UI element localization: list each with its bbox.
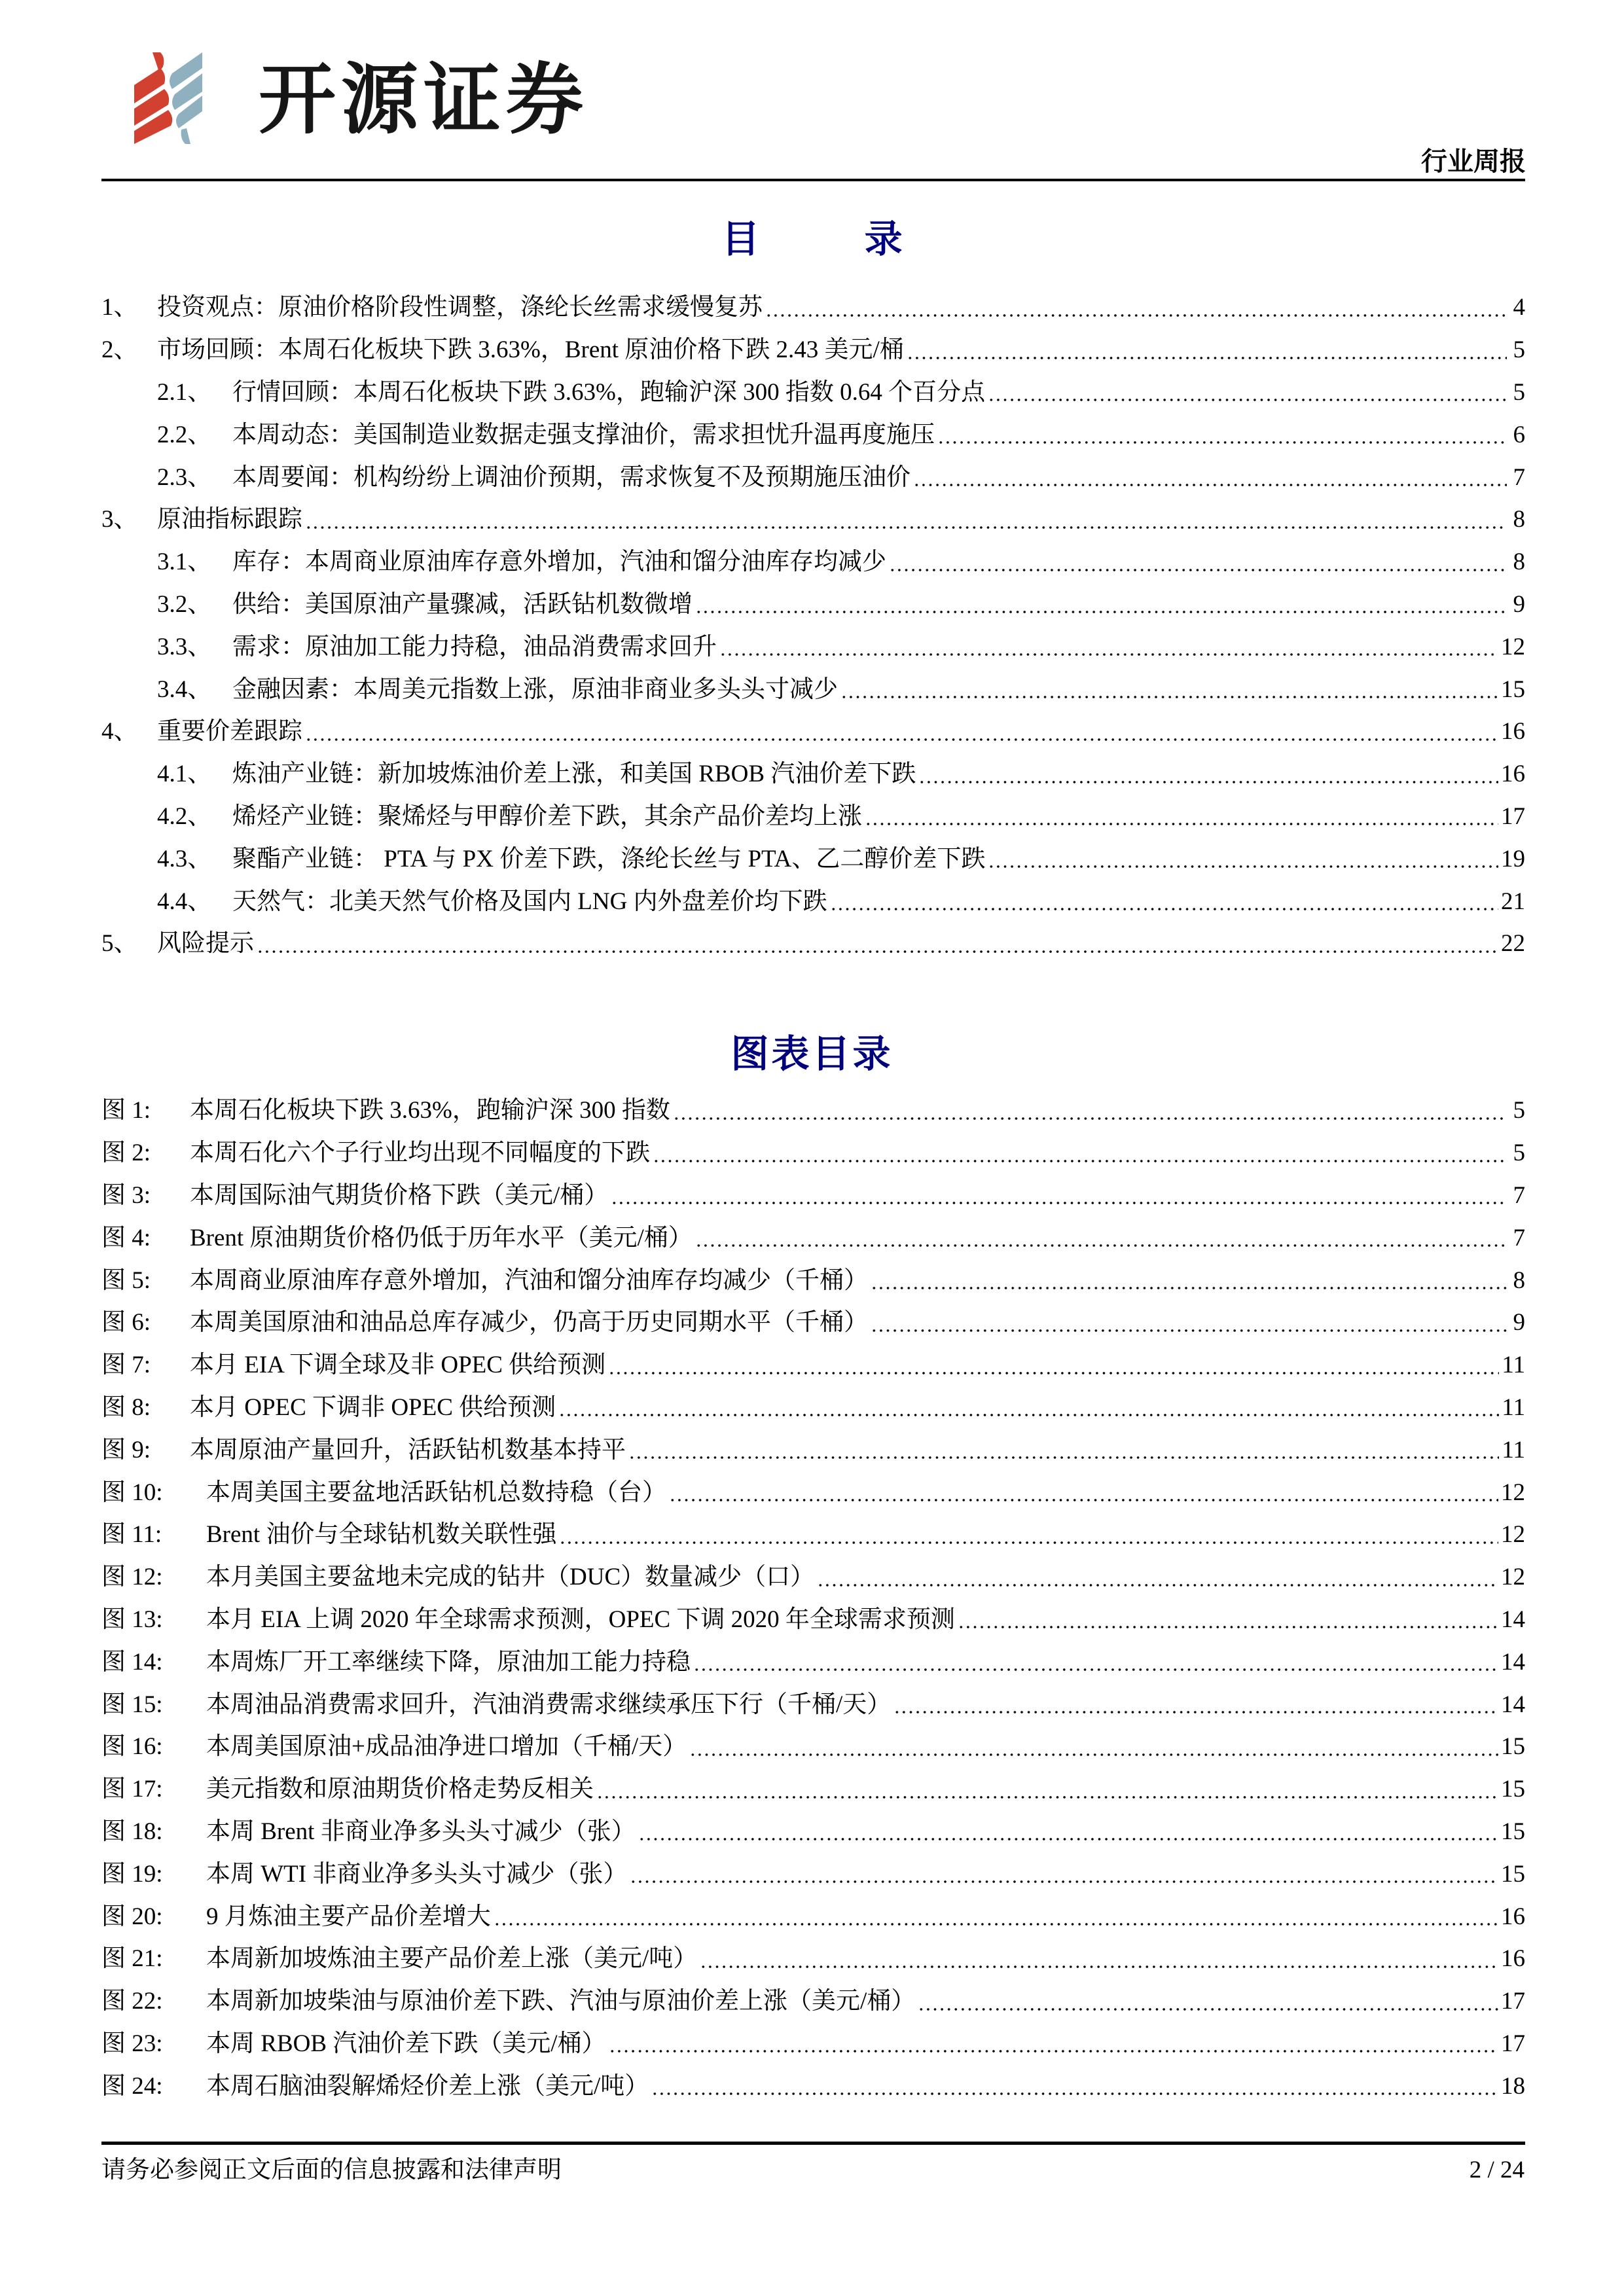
logo-red-stripe-top	[153, 52, 164, 72]
toc-entry-number: 4.1、	[157, 761, 212, 788]
toc-entry-title[interactable]: 天然气：北美天然气价格及国内 LNG 内外盘差价均下跌	[232, 888, 827, 915]
figure-entry-title[interactable]: Brent 油价与全球钻机数关联性强	[206, 1521, 557, 1549]
figure-entry-page-number[interactable]: 12	[1501, 1521, 1525, 1549]
figure-entry[interactable]	[101, 1302, 1525, 1344]
figure-entry-title[interactable]: 本周美国主要盆地活跃钻机总数持稳（台）	[206, 1479, 666, 1506]
figure-entry-page-number[interactable]: 9	[1513, 1309, 1525, 1336]
dot-leader	[494, 1907, 1498, 1927]
toc-entry-title[interactable]: 金融因素：本周美元指数上涨，原油非商业多头头寸减少	[232, 675, 838, 703]
figure-entry[interactable]	[101, 1259, 1525, 1302]
figure-entry[interactable]	[101, 1387, 1525, 1429]
toc-entry-title[interactable]: 投资观点：原油价格阶段性调整，涤纶长丝需求缓慢复苏	[157, 294, 763, 321]
toc-entry-title[interactable]: 本周动态：美国制造业数据走强支撑油价，需求担忧升温再度施压	[232, 421, 935, 448]
toc-entry-page-number[interactable]: 6	[1513, 421, 1525, 448]
figure-entry[interactable]	[101, 1471, 1525, 1514]
dot-leader	[628, 1441, 1499, 1460]
toc-entry[interactable]	[101, 838, 1525, 880]
figure-entry-number: 图 21:	[101, 1945, 163, 1973]
toc-entry-title[interactable]: 需求：原油加工能力持稳，油品消费需求回升	[232, 633, 717, 660]
dot-leader	[719, 637, 1498, 657]
figure-entry-title[interactable]: 本周美国原油+成品油净进口增加（千桶/天）	[206, 1733, 687, 1761]
figure-entry-page-number[interactable]: 11	[1502, 1352, 1525, 1379]
toc-entry-page-number[interactable]: 16	[1501, 718, 1525, 745]
toc-entry-number: 4.2、	[157, 802, 212, 830]
toc-entry-number: 1、	[101, 294, 138, 321]
figure-entry-page-number[interactable]: 11	[1502, 1436, 1525, 1463]
dot-leader	[305, 723, 1498, 742]
dot-leader	[693, 1653, 1498, 1672]
toc-entry[interactable]	[101, 711, 1525, 753]
figure-entry-title[interactable]: 本周商业原油库存意外增加，汽油和馏分油库存均减少（千桶）	[190, 1266, 868, 1294]
figure-entry[interactable]	[101, 1175, 1525, 1217]
figure-entry[interactable]	[101, 1895, 1525, 1938]
figure-entry-page-number[interactable]: 5	[1513, 1097, 1525, 1124]
figure-list-title: 图表目录	[731, 1031, 893, 1076]
toc-entry-title[interactable]: 库存：本周商业原油库存意外增加，汽油和馏分油库存均减少	[232, 548, 886, 576]
figure-entry-title[interactable]: 美元指数和原油期货价格走势反相关	[206, 1776, 594, 1803]
figure-entry-number: 图 10:	[101, 1479, 163, 1506]
figure-entry-number: 图 7:	[101, 1352, 151, 1379]
dot-leader	[609, 2034, 1498, 2054]
figure-entry-number: 图 11:	[101, 1521, 162, 1549]
dot-leader	[913, 468, 1507, 488]
figure-entry-title[interactable]: 本周原油产量回升，活跃钻机数基本持平	[190, 1436, 626, 1463]
toc-entry-number: 4.4、	[157, 888, 212, 915]
toc-entry[interactable]	[101, 626, 1525, 668]
dot-leader	[630, 1865, 1498, 1884]
toc-entry-number: 3.2、	[157, 590, 212, 618]
figure-entry-number: 图 8:	[101, 1393, 151, 1421]
toc-entry-title[interactable]: 风险提示	[157, 930, 254, 958]
toc-entry[interactable]	[101, 668, 1525, 711]
toc-entry-page-number[interactable]: 19	[1501, 845, 1525, 872]
toc-entry-number: 4.3、	[157, 845, 212, 872]
dot-leader	[257, 935, 1498, 954]
dot-leader	[689, 1738, 1498, 1757]
figure-entry-page-number[interactable]: 16	[1501, 1903, 1525, 1930]
dot-leader	[907, 341, 1507, 361]
toc-entry-number: 2、	[101, 336, 138, 364]
footer-disclaimer: 请务必参阅正文后面的信息披露和法律声明	[101, 2157, 562, 2183]
figure-entry-title[interactable]: 本周美国原油和油品总库存减少，仍高于历史同期水平（千桶）	[190, 1309, 868, 1336]
toc-entry-page-number[interactable]: 17	[1501, 802, 1525, 830]
figure-entry-number: 图 5:	[101, 1266, 151, 1294]
dot-leader	[611, 1186, 1507, 1206]
figure-entry-page-number[interactable]: 17	[1501, 1988, 1525, 2015]
toc-entry-page-number[interactable]: 4	[1513, 294, 1525, 321]
figure-entry-number: 图 22:	[101, 1988, 163, 2015]
figure-entry-number: 图 15:	[101, 1691, 163, 1718]
dot-leader	[608, 1356, 1499, 1376]
toc-entry-number: 2.1、	[157, 378, 212, 406]
toc-entry-page-number[interactable]: 22	[1501, 930, 1525, 958]
dot-leader	[700, 1950, 1498, 1969]
dot-leader	[765, 298, 1507, 318]
figure-list	[101, 1090, 1525, 2108]
figure-entry-title[interactable]: 本周 Brent 非商业净多头头寸减少（张）	[206, 1818, 636, 1845]
figure-entry[interactable]	[101, 1811, 1525, 1854]
figure-entry-number: 图 1:	[101, 1097, 151, 1124]
figure-entry[interactable]	[101, 2065, 1525, 2108]
dot-leader	[695, 595, 1507, 615]
figure-entry-title[interactable]: Brent 原油期货价格仍低于历年水平（美元/桶）	[190, 1224, 693, 1251]
toc-entry[interactable]	[101, 796, 1525, 838]
figure-entry-number: 图 24:	[101, 2072, 163, 2100]
toc-entry-page-number[interactable]: 8	[1513, 548, 1525, 576]
brand-logo-mark-icon	[134, 52, 239, 144]
figure-entry[interactable]	[101, 1938, 1525, 1981]
figure-entry[interactable]	[101, 1599, 1525, 1641]
dot-leader	[889, 553, 1507, 573]
figure-entry-number: 图 4:	[101, 1224, 151, 1251]
toc-entry-number: 2.3、	[157, 463, 212, 491]
toc-entry-page-number[interactable]: 8	[1513, 506, 1525, 533]
toc-entry[interactable]	[101, 414, 1525, 456]
figure-entry[interactable]	[101, 1429, 1525, 1471]
dot-leader	[559, 1526, 1498, 1545]
toc-entry[interactable]	[101, 584, 1525, 626]
figure-entry-page-number[interactable]: 5	[1513, 1139, 1525, 1167]
toc-entry-number: 4、	[101, 718, 138, 745]
dot-leader	[830, 892, 1498, 912]
figure-entry-page-number[interactable]: 15	[1501, 1860, 1525, 1888]
figure-entry-title[interactable]: 9 月炼油主要产品价差增大	[206, 1903, 491, 1930]
figure-entry-number: 图 12:	[101, 1564, 163, 1591]
dot-leader	[871, 1271, 1507, 1291]
figure-entry-title[interactable]: 本周国际油气期货价格下跌（美元/桶）	[190, 1181, 609, 1209]
toc-entry-page-number[interactable]: 5	[1513, 378, 1525, 406]
brand-logo	[134, 52, 605, 144]
toc-entry-title[interactable]: 本周要闻：机构纷纷上调油价预期，需求恢复不及预期施压油价	[232, 463, 911, 491]
footer-divider	[101, 2142, 1525, 2145]
figure-entry-page-number[interactable]: 14	[1501, 1691, 1525, 1718]
toc-entry-page-number[interactable]: 7	[1513, 463, 1525, 491]
toc-entry-title[interactable]: 市场回顾：本周石化板块下跌 3.63%，Brent 原油价格下跌 2.43 美元/桶	[157, 336, 904, 364]
toc-entry-page-number[interactable]: 12	[1501, 633, 1525, 660]
figure-entry-title[interactable]: 本周 RBOB 汽油价差下跌（美元/桶）	[206, 2030, 606, 2057]
figure-entry[interactable]	[101, 1853, 1525, 1895]
dot-leader	[918, 765, 1498, 785]
dot-leader	[695, 1229, 1507, 1248]
dot-leader	[988, 383, 1507, 403]
brand-name: 开源证券	[259, 54, 589, 145]
figure-entry-title[interactable]: 本周石脑油裂解烯烃价差上涨（美元/吨）	[206, 2072, 649, 2100]
page-indicator: 2 / 24	[1469, 2157, 1525, 2183]
figure-entry-page-number[interactable]: 7	[1513, 1181, 1525, 1209]
toc-entry[interactable]	[101, 753, 1525, 796]
dot-leader	[673, 1102, 1507, 1121]
figure-entry-page-number[interactable]: 11	[1502, 1393, 1525, 1421]
figure-entry-title[interactable]: 本月 EIA 上调 2020 年全球需求预测，OPEC 下调 2020 年全球需求预测	[206, 1605, 955, 1633]
toc-entry[interactable]	[101, 372, 1525, 414]
toc-entry-number: 2.2、	[157, 421, 212, 448]
dot-leader	[865, 807, 1498, 827]
figure-entry-title[interactable]: 本周新加坡炼油主要产品价差上涨（美元/吨）	[206, 1945, 698, 1973]
figure-entry-title[interactable]: 本周油品消费需求回升，汽油消费需求继续承压下行（千桶/天）	[206, 1691, 892, 1718]
toc-entry[interactable]	[101, 499, 1525, 541]
figure-entry-number: 图 6:	[101, 1309, 151, 1336]
toc-entry-title[interactable]: 行情回顾：本周石化板块下跌 3.63%，跑输沪深 300 指数 0.64 个百分点	[232, 378, 986, 406]
figure-entry-title[interactable]: 本月 OPEC 下调非 OPEC 供给预测	[190, 1393, 556, 1421]
toc-entry-title[interactable]: 原油指标跟踪	[157, 506, 302, 533]
toc-entry-number: 3.4、	[157, 675, 212, 703]
figure-entry[interactable]	[101, 1556, 1525, 1599]
figure-entry-page-number[interactable]: 18	[1501, 2072, 1525, 2100]
figure-entry-page-number[interactable]: 14	[1501, 1605, 1525, 1633]
dot-leader	[638, 1822, 1498, 1842]
figure-entry-page-number[interactable]: 12	[1501, 1479, 1525, 1506]
figure-entry-title[interactable]: 本周 WTI 非商业净多头头寸减少（张）	[206, 1860, 628, 1888]
toc-entry-title[interactable]: 供给：美国原油产量骤减，活跃钻机数微增	[232, 590, 693, 618]
figure-entry-page-number[interactable]: 12	[1501, 1564, 1525, 1591]
figure-entry[interactable]	[101, 1768, 1525, 1811]
figure-entry-number: 图 16:	[101, 1733, 163, 1761]
dot-leader	[918, 1992, 1498, 2012]
report-type-label: 行业周报	[1421, 146, 1526, 177]
toc-entry[interactable]	[101, 880, 1525, 923]
dot-leader	[893, 1695, 1498, 1715]
dot-leader	[669, 1483, 1498, 1503]
toc-entry-page-number[interactable]: 15	[1501, 675, 1525, 703]
figure-entry-title[interactable]: 本周石化六个子行业均出现不同幅度的下跌	[190, 1139, 650, 1167]
figure-entry-number: 图 17:	[101, 1776, 163, 1803]
figure-entry-number: 图 3:	[101, 1181, 151, 1209]
toc-entry[interactable]	[101, 329, 1525, 372]
figure-entry-title[interactable]: 本周新加坡柴油与原油价差下跌、汽油与原油价差上涨（美元/桶）	[206, 1988, 916, 2015]
figure-entry-title[interactable]: 本周炼厂开工率继续下降，原油加工能力持稳	[206, 1648, 691, 1676]
figure-entry-number: 图 14:	[101, 1648, 163, 1676]
figure-entry-page-number[interactable]: 15	[1501, 1776, 1525, 1803]
dot-leader	[871, 1314, 1507, 1333]
figure-entry-title[interactable]: 本月美国主要盆地未完成的钻井（DUC）数量减少（口）	[206, 1564, 815, 1591]
figure-entry[interactable]	[101, 1514, 1525, 1556]
figure-entry-page-number[interactable]: 17	[1501, 2030, 1525, 2057]
toc-entry-title[interactable]: 炼油产业链：新加坡炼油价差上涨，和美国 RBOB 汽油价差下跌	[232, 761, 916, 788]
dot-leader	[817, 1568, 1498, 1588]
toc-list	[101, 287, 1525, 965]
header-divider	[101, 179, 1525, 181]
figure-entry-number: 图 18:	[101, 1818, 163, 1845]
toc-entry[interactable]	[101, 541, 1525, 584]
toc-entry-title[interactable]: 聚酯产业链： PTA 与 PX 价差下跌，涤纶长丝与 PTA、乙二醇价差下跌	[232, 845, 986, 872]
toc-entry-title[interactable]: 烯烃产业链：聚烯烃与甲醇价差下跌，其余产品价差均上涨	[232, 802, 862, 830]
figure-entry-page-number[interactable]: 16	[1501, 1945, 1525, 1973]
toc-entry[interactable]	[101, 923, 1525, 965]
toc-entry[interactable]	[101, 287, 1525, 329]
figure-entry-number: 图 9:	[101, 1436, 151, 1463]
figure-entry[interactable]	[101, 1726, 1525, 1768]
toc-entry-number: 3、	[101, 506, 138, 533]
figure-entry-page-number[interactable]: 14	[1501, 1648, 1525, 1676]
figure-entry[interactable]	[101, 1683, 1525, 1726]
figure-entry-title[interactable]: 本周石化板块下跌 3.63%，跑输沪深 300 指数	[190, 1097, 670, 1124]
dot-leader	[840, 680, 1498, 700]
logo-blue-stripe-bottom	[181, 128, 190, 144]
toc-entry-title[interactable]: 重要价差跟踪	[157, 718, 302, 745]
figure-entry[interactable]	[101, 1217, 1525, 1259]
dot-leader	[988, 850, 1498, 869]
toc-entry[interactable]	[101, 456, 1525, 499]
dot-leader	[305, 511, 1507, 530]
figure-entry[interactable]	[101, 1344, 1525, 1387]
toc-entry-number: 3.1、	[157, 548, 212, 576]
toc-entry-page-number[interactable]: 9	[1513, 590, 1525, 618]
toc-entry-page-number[interactable]: 16	[1501, 761, 1525, 788]
figure-entry-page-number[interactable]: 8	[1513, 1266, 1525, 1294]
figure-entry-number: 图 23:	[101, 2030, 163, 2057]
toc-title: 目 录	[721, 217, 948, 261]
figure-entry[interactable]	[101, 1090, 1525, 1132]
figure-entry-title[interactable]: 本月 EIA 下调全球及非 OPEC 供给预测	[190, 1352, 606, 1379]
figure-entry[interactable]	[101, 1641, 1525, 1683]
toc-entry-number: 5、	[101, 930, 138, 958]
figure-entry[interactable]	[101, 2023, 1525, 2066]
figure-entry-number: 图 2:	[101, 1139, 151, 1167]
figure-entry-number: 图 13:	[101, 1605, 163, 1633]
figure-entry-number: 图 19:	[101, 1860, 163, 1888]
toc-entry-page-number[interactable]: 5	[1513, 336, 1525, 364]
dot-leader	[937, 425, 1507, 445]
dot-leader	[653, 1144, 1507, 1164]
toc-entry-number: 3.3、	[157, 633, 212, 660]
figure-entry[interactable]	[101, 1132, 1525, 1175]
toc-entry-page-number[interactable]: 21	[1501, 888, 1525, 915]
figure-entry-page-number[interactable]: 15	[1501, 1818, 1525, 1845]
dot-leader	[596, 1780, 1498, 1800]
dot-leader	[958, 1610, 1498, 1630]
dot-leader	[651, 2077, 1498, 2096]
figure-entry-number: 图 20:	[101, 1903, 163, 1930]
dot-leader	[558, 1398, 1499, 1418]
figure-entry-page-number[interactable]: 7	[1513, 1224, 1525, 1251]
figure-entry[interactable]	[101, 1981, 1525, 2023]
figure-entry-page-number[interactable]: 15	[1501, 1733, 1525, 1761]
